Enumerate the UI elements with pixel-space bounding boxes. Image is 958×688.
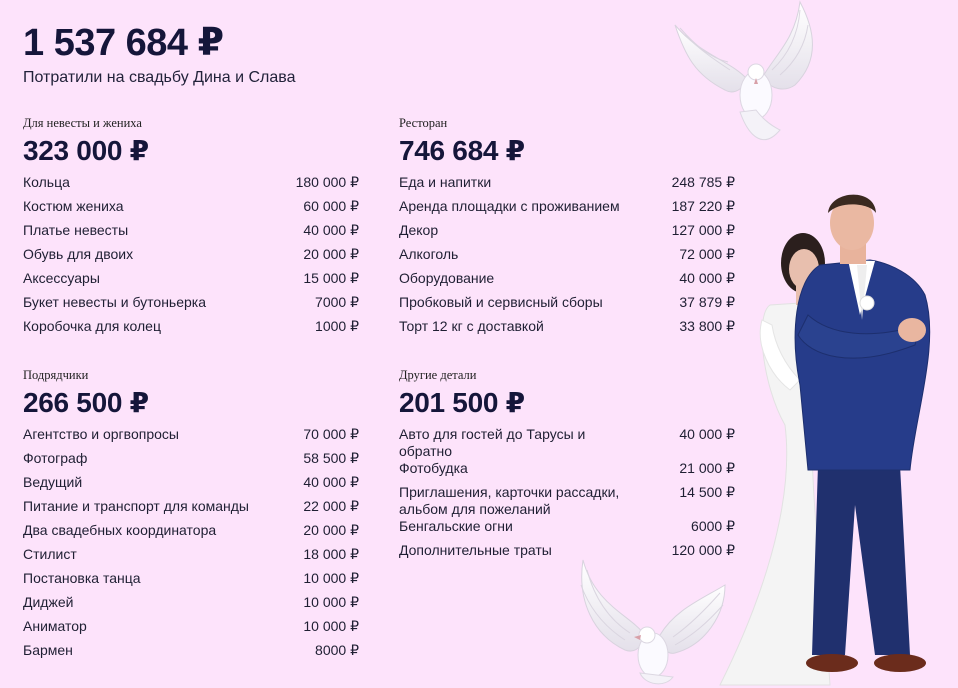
expense-amount: 10 000 ₽ xyxy=(303,594,359,610)
expense-list xyxy=(23,174,359,342)
section-total: 746 684 ₽ xyxy=(399,135,525,166)
expense-list xyxy=(23,426,359,666)
expense-name: Бенгальские огни xyxy=(399,518,513,534)
expense-name: Аксессуары xyxy=(23,270,100,286)
expense-amount: 127 000 ₽ xyxy=(671,222,735,238)
expense-name: Оборудование xyxy=(399,270,495,286)
expense-amount: 120 000 ₽ xyxy=(671,542,735,558)
expense-amount: 180 000 ₽ xyxy=(295,174,359,190)
expense-row xyxy=(23,294,359,318)
expense-amount: 40 000 ₽ xyxy=(303,474,359,490)
expense-row xyxy=(23,246,359,270)
expense-amount: 10 000 ₽ xyxy=(303,570,359,586)
expense-name: Алкоголь xyxy=(399,246,459,262)
expense-row xyxy=(399,484,735,518)
expense-name: Агентство и оргвопросы xyxy=(23,426,179,442)
expense-name: Ведущий xyxy=(23,474,83,490)
expense-name: Аниматор xyxy=(23,618,87,634)
section-label: Ресторан xyxy=(399,116,448,130)
expense-amount: 40 000 ₽ xyxy=(303,222,359,238)
expense-row xyxy=(23,594,359,618)
expense-list xyxy=(399,174,735,342)
expense-amount: 20 000 ₽ xyxy=(303,246,359,262)
expense-row xyxy=(399,460,735,484)
expense-row xyxy=(23,318,359,342)
expense-name: Платье невесты xyxy=(23,222,129,238)
expense-amount: 6000 ₽ xyxy=(691,518,735,534)
expense-row xyxy=(23,522,359,546)
expense-amount: 40 000 ₽ xyxy=(679,426,735,442)
expense-amount: 37 879 ₽ xyxy=(679,294,735,310)
section-total: 266 500 ₽ xyxy=(23,387,149,418)
section-contractors xyxy=(23,368,359,666)
expense-name: Постановка танца xyxy=(23,570,141,586)
expense-name: Бармен xyxy=(23,642,73,658)
expense-row xyxy=(23,498,359,522)
expense-row xyxy=(23,174,359,198)
expense-amount: 22 000 ₽ xyxy=(303,498,359,514)
expense-row xyxy=(399,426,735,460)
expense-row xyxy=(23,222,359,246)
expense-name: Диджей xyxy=(23,594,74,610)
expense-amount: 33 800 ₽ xyxy=(679,318,735,334)
expense-row xyxy=(399,318,735,342)
expense-row xyxy=(23,198,359,222)
section-total: 323 000 ₽ xyxy=(23,135,149,166)
section-total: 201 500 ₽ xyxy=(399,387,525,418)
expense-amount: 72 000 ₽ xyxy=(679,246,735,262)
expense-amount: 21 000 ₽ xyxy=(679,460,735,476)
expense-name: Коробочка для колец xyxy=(23,318,161,334)
section-label: Другие детали xyxy=(399,368,477,382)
expense-name: Два свадебных координатора xyxy=(23,522,217,538)
expense-name: Декор xyxy=(399,222,439,238)
expense-row xyxy=(23,618,359,642)
section-bride-groom xyxy=(23,116,359,342)
expense-amount: 20 000 ₽ xyxy=(303,522,359,538)
expense-row xyxy=(399,270,735,294)
expense-name: Стилист xyxy=(23,546,77,562)
page-subtitle: Потратили на свадьбу Дина и Слава xyxy=(23,69,296,86)
expense-amount: 1000 ₽ xyxy=(315,318,359,334)
expense-amount: 248 785 ₽ xyxy=(671,174,735,190)
expense-row xyxy=(23,450,359,474)
expense-name: Приглашения, карточки рассадки, альбом для пожеланий xyxy=(399,484,620,517)
expense-row xyxy=(399,518,735,542)
expense-name: Фотобудка xyxy=(399,460,468,476)
expense-name: Обувь для двоих xyxy=(23,246,134,262)
expense-amount: 8000 ₽ xyxy=(315,642,359,658)
expense-amount: 15 000 ₽ xyxy=(303,270,359,286)
expense-row xyxy=(399,222,735,246)
expense-row xyxy=(23,270,359,294)
expense-name: Костюм жениха xyxy=(23,198,124,214)
expense-name: Дополнительные траты xyxy=(399,542,552,558)
expense-amount: 58 500 ₽ xyxy=(303,450,359,466)
expense-row xyxy=(399,246,735,270)
expense-name: Фотограф xyxy=(23,450,88,466)
expense-name: Букет невесты и бутоньерка xyxy=(23,294,207,310)
expense-amount: 7000 ₽ xyxy=(315,294,359,310)
expense-amount: 10 000 ₽ xyxy=(303,618,359,634)
white-dove-icon xyxy=(670,0,830,150)
expense-name: Торт 12 кг с доставкой xyxy=(399,318,544,334)
wedding-couple-photo xyxy=(700,185,958,688)
expense-amount: 60 000 ₽ xyxy=(303,198,359,214)
total-amount: 1 537 684 ₽ xyxy=(23,22,224,64)
expense-row xyxy=(23,570,359,594)
expense-amount: 40 000 ₽ xyxy=(679,270,735,286)
expense-name: Пробковый и сервисный сборы xyxy=(399,294,603,310)
expense-row xyxy=(23,426,359,450)
section-label: Для невесты и жениха xyxy=(23,116,142,130)
expense-name: Питание и транспорт для команды xyxy=(23,498,249,514)
expense-row xyxy=(23,642,359,666)
section-label: Подрядчики xyxy=(23,368,89,382)
expense-name: Аренда площадки с проживанием xyxy=(399,198,620,214)
expense-amount: 14 500 ₽ xyxy=(679,484,735,500)
expense-row xyxy=(399,198,735,222)
expense-row xyxy=(399,174,735,198)
expense-amount: 18 000 ₽ xyxy=(303,546,359,562)
expense-row xyxy=(23,474,359,498)
expense-row xyxy=(399,294,735,318)
expense-name: Кольца xyxy=(23,174,70,190)
expense-amount: 70 000 ₽ xyxy=(303,426,359,442)
expense-name: Еда и напитки xyxy=(399,174,492,190)
section-other-details xyxy=(399,368,735,566)
expense-amount: 187 220 ₽ xyxy=(671,198,735,214)
expense-row xyxy=(23,546,359,570)
expense-name: Авто для гостей до Тарусы и обратно xyxy=(399,426,586,459)
expense-list xyxy=(399,426,735,566)
